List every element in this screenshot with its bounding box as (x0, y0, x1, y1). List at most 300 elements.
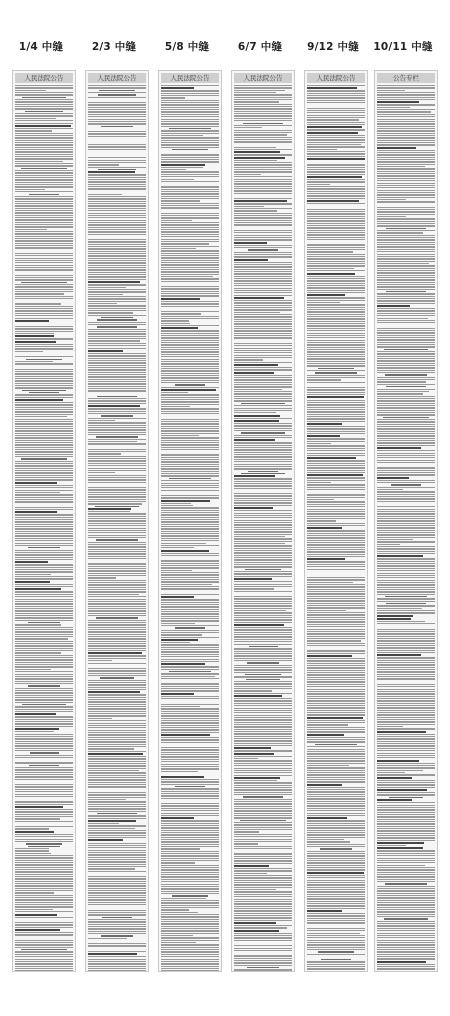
text-line (15, 333, 54, 334)
text-line (307, 693, 365, 694)
text-line (15, 419, 73, 420)
text-line (377, 398, 435, 399)
text-line (15, 743, 73, 744)
text-line (15, 118, 56, 119)
text-line (234, 571, 292, 572)
text-line (15, 554, 73, 555)
text-line (161, 97, 185, 98)
text-line (161, 718, 219, 719)
text-line (15, 841, 73, 842)
text-line (377, 460, 435, 461)
text-line (377, 85, 435, 86)
text-line (234, 605, 292, 606)
text-line (161, 933, 219, 934)
text-line (377, 256, 435, 257)
text-line (88, 104, 146, 105)
text-line (307, 638, 365, 639)
text-line (234, 899, 292, 900)
text-line (88, 680, 146, 681)
text-line (15, 617, 73, 618)
text-line (15, 255, 73, 256)
text-line (307, 516, 365, 517)
text-line (307, 278, 365, 279)
text-line (377, 544, 400, 545)
text-line (234, 648, 292, 649)
text-line (377, 516, 435, 517)
text-line (161, 457, 219, 458)
text-line (15, 87, 73, 88)
text-line (15, 606, 73, 607)
text-line (377, 214, 435, 215)
text-line (307, 112, 365, 113)
text-line (307, 142, 365, 143)
text-line (161, 241, 219, 242)
text-line (15, 678, 73, 679)
text-line (307, 596, 365, 597)
text-line (15, 613, 73, 614)
text-line (234, 700, 292, 701)
text-line (234, 247, 292, 248)
text-line (161, 715, 219, 716)
text-line (88, 141, 146, 143)
text-line (377, 298, 435, 299)
text-line (234, 813, 292, 814)
text-line (161, 257, 219, 258)
text-line (307, 487, 365, 488)
text-line (15, 313, 73, 314)
text-line (307, 349, 365, 350)
text-line (88, 890, 146, 891)
text-line (377, 194, 435, 195)
text-line (377, 753, 435, 754)
text-line (15, 291, 73, 292)
text-line (234, 747, 271, 749)
text-line (307, 712, 365, 713)
text-line (88, 852, 146, 853)
text-line (307, 377, 365, 378)
text-line (88, 227, 146, 228)
notice-strip (12, 70, 76, 972)
text-line (15, 454, 73, 455)
text-line (234, 418, 292, 419)
text-line (15, 113, 73, 114)
text-line (307, 913, 365, 914)
text-line (88, 556, 146, 557)
text-line (88, 601, 146, 602)
text-line (234, 430, 292, 431)
text-line (161, 85, 219, 86)
text-line (88, 577, 116, 578)
text-line (161, 837, 219, 838)
text-line (88, 753, 143, 755)
text-line (307, 749, 365, 750)
text-line (88, 329, 146, 330)
text-line (377, 161, 435, 162)
text-line (15, 394, 73, 395)
text-line (161, 337, 219, 338)
text-line (307, 961, 365, 962)
text-line (234, 295, 292, 296)
text-line (307, 684, 365, 685)
text-line (307, 256, 365, 257)
text-line (377, 745, 435, 746)
text-line (15, 823, 73, 825)
text-line (307, 251, 353, 252)
text-line (161, 366, 219, 367)
text-line (377, 342, 435, 343)
text-line (88, 806, 146, 807)
text-line (377, 923, 435, 924)
text-line (169, 671, 211, 672)
text-line (307, 860, 365, 861)
text-line (88, 868, 135, 869)
text-line (88, 864, 146, 865)
text-line (15, 608, 73, 609)
text-line (307, 474, 363, 476)
text-line (88, 114, 146, 115)
text-line (161, 535, 219, 536)
text-line (377, 951, 435, 952)
text-line (234, 99, 292, 100)
text-line (377, 900, 435, 901)
text-line (377, 275, 435, 276)
text-line (307, 416, 365, 417)
text-line (161, 517, 219, 518)
text-line (234, 770, 292, 771)
text-line (161, 167, 203, 168)
text-line (307, 956, 365, 958)
text-line (15, 650, 73, 651)
text-line (161, 935, 193, 936)
text-line (307, 443, 331, 444)
text-line (377, 308, 435, 309)
text-line (161, 512, 219, 513)
text-line (88, 420, 115, 421)
text-line (88, 265, 146, 266)
text-line (15, 895, 73, 896)
text-line (15, 303, 61, 304)
text-line (307, 636, 365, 637)
text-line (161, 311, 219, 312)
text-line (15, 794, 73, 795)
text-line (234, 245, 292, 246)
text-line (307, 872, 364, 874)
text-line (88, 961, 146, 962)
text-line (377, 353, 435, 354)
text-line (377, 144, 435, 145)
text-line (172, 149, 208, 150)
text-line (161, 858, 219, 859)
text-line (377, 489, 403, 490)
text-line (234, 564, 292, 565)
text-line (30, 752, 59, 753)
text-line (15, 397, 73, 398)
text-line (234, 865, 269, 867)
text-line (377, 548, 435, 549)
text-line (377, 237, 435, 238)
text-line (307, 149, 337, 150)
text-line (15, 449, 73, 450)
text-line (377, 239, 435, 240)
text-line (234, 396, 292, 397)
text-line (243, 123, 283, 124)
text-line (15, 402, 73, 403)
text-line (307, 808, 365, 809)
text-line (307, 139, 365, 140)
text-line (161, 744, 219, 746)
text-line (377, 777, 412, 779)
text-line (15, 874, 73, 875)
text-line (377, 879, 435, 880)
text-line (161, 663, 205, 665)
text-line (377, 966, 435, 967)
text-line (161, 739, 219, 740)
text-line (377, 553, 435, 554)
text-line (15, 238, 73, 239)
column-label: 1/4 中缝 (18, 41, 64, 53)
text-line (88, 734, 146, 735)
text-line (307, 910, 342, 912)
text-line (234, 958, 292, 959)
text-line (97, 396, 137, 397)
text-line (15, 490, 73, 491)
text-line (88, 815, 146, 816)
text-line (307, 261, 365, 262)
text-line (88, 645, 146, 646)
text-line (161, 507, 219, 508)
text-line (161, 813, 219, 814)
text-line (307, 193, 365, 194)
text-line (161, 271, 219, 272)
text-line (161, 926, 219, 927)
text-line (377, 438, 435, 439)
text-line (315, 372, 357, 373)
text-line (161, 704, 219, 705)
text-line (377, 494, 435, 495)
text-line (161, 893, 219, 894)
text-line (161, 528, 219, 529)
text-line (307, 643, 365, 644)
text-line (161, 698, 219, 699)
text-line (377, 707, 435, 708)
text-line (161, 267, 219, 268)
text-line (15, 781, 73, 783)
text-line (377, 244, 435, 245)
text-line (377, 428, 435, 429)
text-line (307, 164, 365, 165)
text-line (161, 533, 219, 534)
text-line (377, 743, 435, 744)
text-line (161, 563, 219, 564)
text-line (377, 867, 435, 868)
text-line (15, 423, 73, 424)
text-line (96, 539, 138, 540)
text-line (307, 633, 365, 634)
text-line (161, 151, 219, 153)
text-line (234, 92, 276, 93)
text-line (307, 566, 365, 567)
text-line (15, 848, 49, 849)
text-line (234, 789, 292, 790)
text-line (234, 658, 292, 659)
text-line (161, 295, 219, 296)
text-line (234, 343, 292, 344)
strip-header: 人民法院公告 (234, 73, 292, 83)
text-line (307, 184, 330, 185)
text-line (307, 290, 365, 291)
text-line (377, 954, 435, 955)
text-line (234, 302, 292, 303)
notice-strip (85, 70, 149, 972)
text-line (307, 937, 365, 938)
text-line (377, 971, 435, 972)
text-line (307, 665, 365, 666)
text-line (234, 391, 292, 392)
text-line (377, 933, 435, 934)
text-line (234, 787, 292, 788)
text-line (234, 188, 292, 189)
text-line (234, 242, 267, 244)
text-line (234, 389, 282, 390)
text-line (234, 137, 292, 138)
text-line (307, 582, 353, 583)
text-line (161, 293, 219, 294)
text-line (102, 917, 131, 918)
text-line (88, 272, 146, 273)
text-line (88, 365, 146, 366)
text-line (15, 576, 73, 577)
text-line (234, 217, 292, 218)
text-line (15, 497, 73, 498)
text-line (307, 645, 365, 646)
text-line (246, 679, 280, 680)
text-line (307, 156, 365, 157)
text-line (161, 389, 216, 391)
text-line (161, 423, 219, 424)
text-line (88, 643, 146, 644)
text-line (307, 396, 364, 398)
text-line (15, 676, 73, 677)
text-line (245, 569, 281, 570)
text-line (307, 571, 365, 573)
text-line (161, 872, 219, 873)
text-line (161, 426, 219, 427)
text-line (15, 789, 73, 790)
text-line (234, 464, 292, 465)
text-line (88, 496, 146, 497)
text-line (88, 603, 146, 604)
text-line (241, 432, 284, 433)
text-line (307, 527, 342, 529)
text-line (15, 655, 73, 656)
text-line (161, 415, 219, 417)
text-line (377, 379, 435, 380)
text-line (234, 624, 284, 626)
text-line (15, 867, 73, 868)
text-line (88, 456, 146, 457)
text-line (377, 405, 435, 406)
text-line (234, 619, 292, 620)
text-line (234, 612, 292, 613)
text-line (234, 127, 262, 128)
text-line (88, 573, 146, 574)
text-line (234, 139, 292, 140)
text-line (161, 406, 190, 407)
text-line (161, 940, 219, 941)
text-line (161, 659, 219, 660)
text-line (307, 844, 365, 845)
text-line (15, 99, 73, 100)
text-line (377, 154, 435, 155)
text-line (161, 639, 198, 641)
text-line (377, 424, 435, 425)
text-line (15, 610, 73, 611)
text-line (88, 818, 146, 819)
text-line (88, 684, 146, 685)
text-line (15, 154, 73, 155)
text-line (377, 835, 435, 836)
text-line (307, 803, 365, 804)
text-line (15, 826, 73, 827)
text-line (88, 652, 142, 654)
text-line (307, 421, 365, 422)
text-line (377, 684, 435, 685)
text-line (377, 862, 435, 863)
text-line (307, 796, 365, 797)
text-line (234, 449, 292, 450)
text-line (377, 414, 435, 415)
text-line (161, 169, 186, 170)
text-line (377, 372, 435, 373)
text-line (234, 722, 292, 723)
text-line (234, 222, 292, 223)
text-line (15, 638, 68, 639)
text-line (377, 282, 435, 283)
text-line (377, 119, 435, 120)
text-line (25, 111, 63, 112)
text-line (15, 373, 73, 374)
text-line (234, 285, 292, 286)
text-line (88, 823, 119, 824)
text-line (161, 303, 219, 304)
text-line (161, 916, 219, 917)
text-line (88, 411, 146, 412)
text-line (234, 729, 292, 730)
text-line (377, 286, 435, 287)
text-line (88, 465, 146, 466)
text-line (15, 487, 73, 488)
text-line (161, 773, 219, 775)
text-line (15, 210, 73, 211)
text-line (15, 226, 73, 227)
text-line (307, 117, 365, 118)
text-line (15, 878, 73, 879)
text-line (88, 388, 146, 389)
text-line (15, 212, 73, 213)
text-line (234, 875, 292, 876)
text-line (234, 690, 272, 691)
text-line (234, 208, 292, 209)
text-line (377, 90, 405, 91)
text-line (234, 655, 292, 656)
text-line (234, 195, 292, 197)
text-line (234, 550, 292, 551)
text-line (88, 768, 146, 769)
text-line (234, 459, 292, 460)
text-line (88, 434, 146, 435)
text-line (15, 524, 73, 525)
text-line (377, 650, 435, 651)
